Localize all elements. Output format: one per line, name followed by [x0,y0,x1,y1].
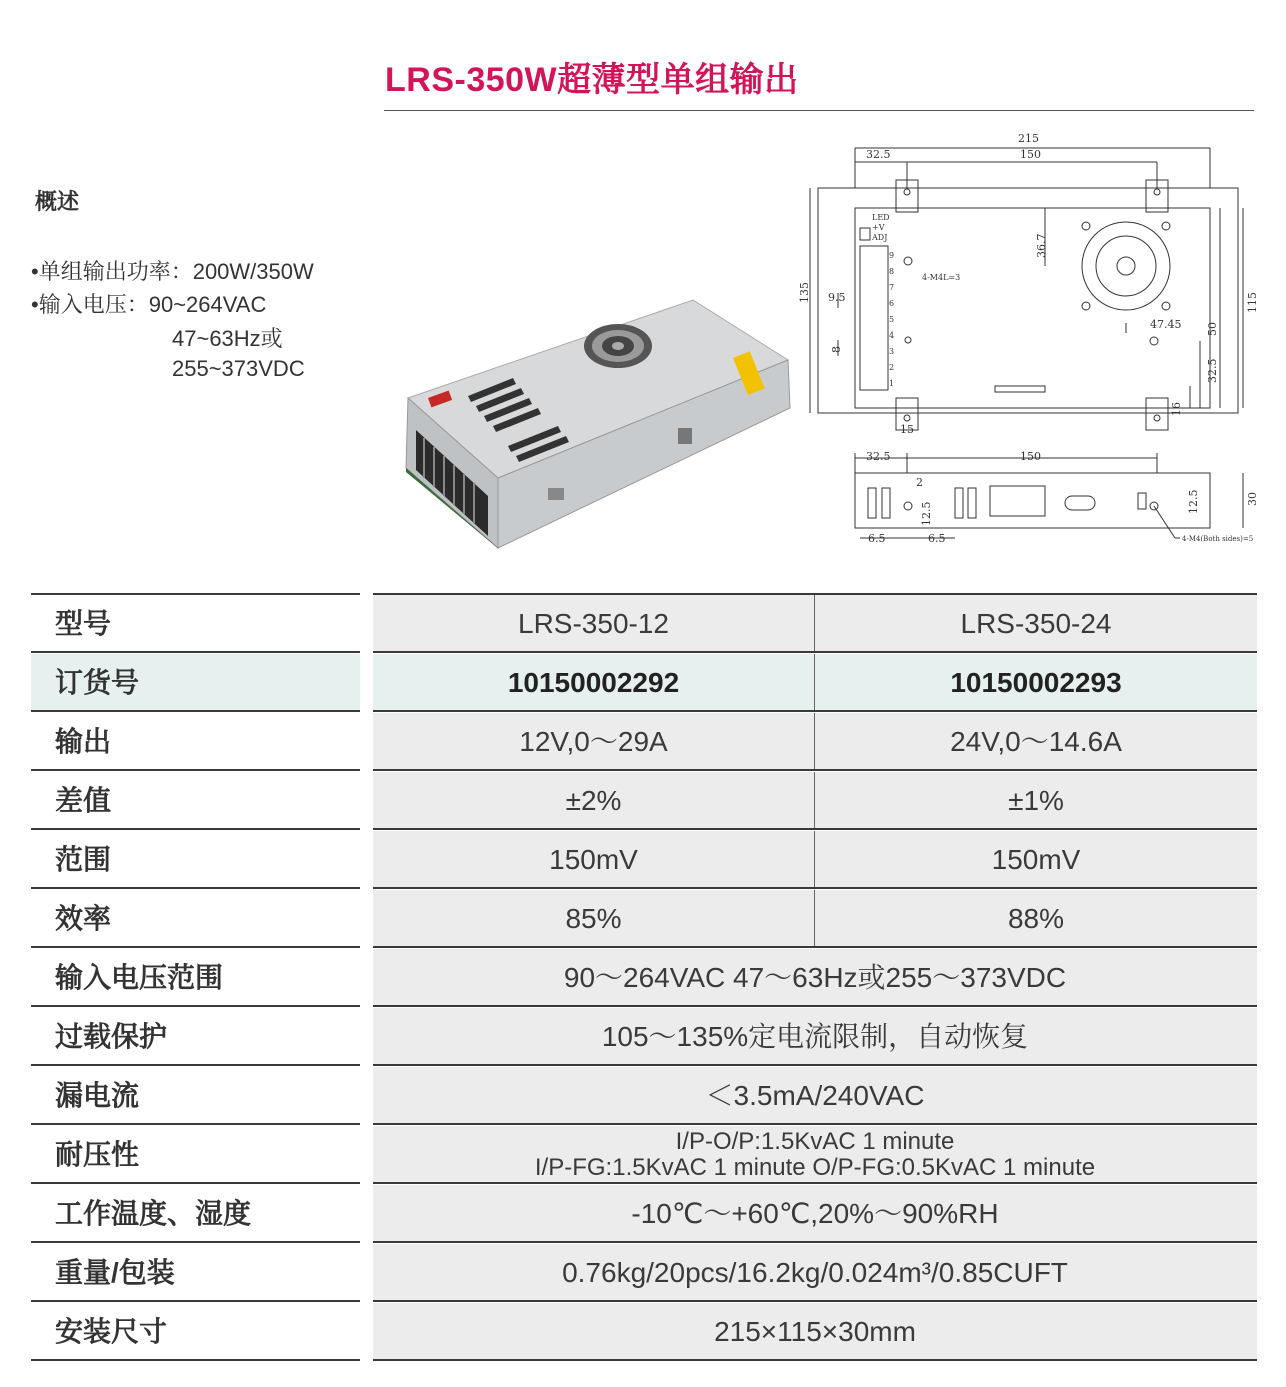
dim-12-5-b: 12.5 [1187,489,1200,514]
label-row: 效率 [31,890,360,948]
v-label: +V [872,223,885,232]
table-row [373,890,1257,948]
overview-heading: 概述 [35,189,80,214]
dim-6-5-b: 6.5 [928,532,946,545]
model-12: LRS-350-12 [373,595,815,651]
dim-32-5-side: 32.5 [1206,358,1219,383]
feature-power-value: 200W/350W [192,259,314,284]
mounting-size: 215×115×30mm [714,1316,916,1347]
table-row [373,1244,1257,1302]
input-range: 90～264VAC 47～63Hz或255～373VDC [563,962,1067,993]
leakage-current: ＜3.5mA/240VAC [705,1080,925,1111]
label-row: 工作温度、湿度 [31,1185,360,1243]
table-row [373,949,1257,1007]
dim-50: 50 [1206,322,1219,336]
table-row [373,831,1257,889]
table-row [373,772,1257,830]
product-photo [388,298,798,550]
dim-9-5: 9.5 [828,291,846,304]
title-divider [384,110,1254,111]
dim-2: 2 [916,476,923,489]
dim-30: 30 [1246,492,1259,506]
table-row [373,1185,1257,1243]
dim-150-front: 150 [1020,450,1041,463]
label-row: 耐压性 [31,1126,360,1184]
terminal-3: 3 [889,347,895,356]
table-row [373,654,1257,712]
table-row [373,1008,1257,1066]
output-12: 12V,0～29A [373,713,815,769]
dim-135: 135 [798,282,811,303]
feature-power-label: •单组输出功率： [31,259,193,284]
order-no-24: 10150002293 [950,667,1122,698]
dim-8: 8 [830,346,843,353]
tolerance-12: ±2% [373,772,815,828]
table-row [373,1303,1257,1361]
dim-36-7: 36.7 [1035,233,1048,258]
dim-12-5-a: 12.5 [920,501,933,526]
m4-note: 4-M4L=3 [922,273,961,282]
terminal-2: 2 [889,363,895,372]
feature-power [31,255,314,286]
feature-voltage-line-2: 47~63Hz或 [172,326,283,351]
adj-label: ADJ [872,233,888,242]
withstand-line-1: I/P-O/P:1.5KvAC 1 minute [675,1128,955,1155]
terminal-8: 8 [889,267,895,276]
label-row: 输入电压范围 [31,949,360,1007]
withstand-voltage [373,1126,1257,1182]
label-row: 差值 [31,772,360,830]
terminal-6: 6 [889,299,895,308]
tolerance-24: ±1% [1008,785,1064,816]
label-row: 重量/包装 [31,1244,360,1302]
label-row: 型号 [31,595,360,653]
dim-16: 16 [1170,402,1183,416]
efficiency-12: 85% [373,890,815,946]
label-row: 输出 [31,713,360,771]
dim-47-45: 47.45 [1150,318,1182,331]
ripple-24: 150mV [991,844,1081,875]
withstand-line-2: I/P-FG:1.5KvAC 1 minute O/P-FG:0.5KvAC 1 minute [534,1154,1096,1181]
feature-voltage-line-3: 255~373VDC [172,356,305,381]
model-24: LRS-350-24 [960,608,1112,639]
dimension-drawing [800,128,1270,558]
feature-voltage-line-1: 90~264VAC [148,292,267,317]
dim-32-5-front: 32.5 [866,450,891,463]
page-title: LRS-350W超薄型单组输出 [385,61,799,99]
label-row: 过载保护 [31,1008,360,1066]
order-no-12: 10150002292 [373,654,815,710]
label-row: 漏电流 [31,1067,360,1125]
working-temp-humidity: -10℃～+60℃,20%～90%RH [631,1198,999,1229]
led-label: LED [872,213,890,222]
terminal-7: 7 [889,283,895,292]
table-row [373,713,1257,771]
weight-packing: 0.76kg/20pcs/16.2kg/0.024m³/0.85CUFT [562,1257,1068,1288]
overload-protection: 105～135%定电流限制，自动恢复 [601,1021,1029,1052]
ripple-12: 150mV [373,831,815,887]
terminal-1: 1 [889,379,895,388]
table-row [373,595,1257,653]
dim-115: 115 [1246,292,1259,313]
dim-150-top: 150 [1020,148,1041,161]
terminal-9: 9 [889,251,895,260]
terminal-4: 4 [889,331,895,340]
table-row [373,1067,1257,1125]
table-row [373,1126,1257,1184]
feature-voltage-label: •输入电压： [31,292,149,317]
efficiency-24: 88% [1007,903,1065,934]
side-note: 4-M4(Both sides)=5 [1182,535,1254,543]
terminal-5: 5 [889,315,895,324]
feature-voltage [31,288,266,319]
dim-6-5-a: 6.5 [868,532,886,545]
label-row: 范围 [31,831,360,889]
label-row: 安装尺寸 [31,1303,360,1361]
dim-215: 215 [1018,132,1039,145]
dim-32-5-top: 32.5 [866,148,891,161]
dim-15: 15 [900,423,914,436]
output-24: 24V,0～14.6A [950,726,1122,757]
label-row: 订货号 [31,654,360,712]
